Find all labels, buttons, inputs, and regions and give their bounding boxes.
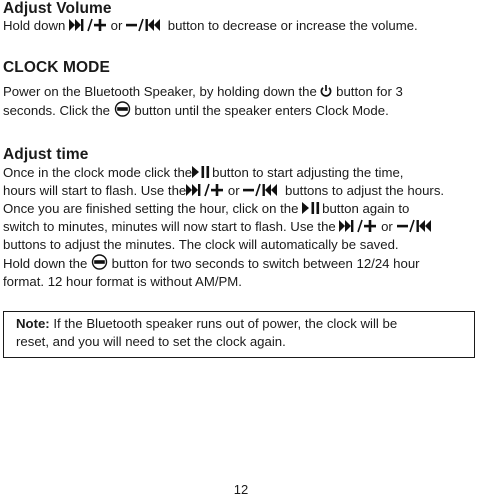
minus-previous-track-icon [126,18,164,32]
next-track-plus-icon [186,183,224,197]
adjust-volume-text [3,17,479,35]
text-fragment: button until the speaker enters Clock Mode. [134,103,389,118]
text-fragment: hours will start to flash. Use the [3,183,187,198]
mode-button-icon [91,254,108,270]
text-line: reset, and you will need to set the clock again. [16,334,286,349]
text-line: format. 12 hour format is without AM/PM. [3,274,242,289]
text-fragment: or [381,219,393,234]
adjust-volume-heading: Adjust Volume [3,0,112,17]
text-fragment: Once in the clock mode click the [3,165,193,180]
text-fragment: If the Bluetooth speaker runs out of power, the clock will be [53,316,398,331]
power-icon [320,84,332,98]
text-fragment: button to start adjusting the time, [212,165,404,180]
mode-button-icon [114,101,131,117]
clock-mode-text [3,83,479,120]
minus-previous-track-icon [397,219,435,233]
note-text [16,315,471,351]
play-pause-icon [192,165,212,179]
text-fragment: button for two seconds to switch between 12/24 hour [111,256,420,271]
adjust-time-text [3,164,479,291]
text-fragment: Power on the Bluetooth Speaker, by holding down the [3,84,317,99]
minus-previous-track-icon [243,183,281,197]
adjust-time-heading: Adjust time [3,146,89,163]
text-fragment: Once you are finished setting the hour, click on the [3,201,299,216]
text-fragment: button again to [322,201,410,216]
text-fragment: Hold down [3,18,66,33]
text-fragment: or [110,18,123,33]
text-fragment: Hold down the [3,256,88,271]
note-box [3,311,475,358]
text-fragment: button for 3 [336,84,403,99]
text-line: buttons to adjust the minutes. The clock will automatically be saved. [3,237,399,252]
play-pause-icon [302,201,322,215]
next-track-plus-icon [69,18,107,32]
text-fragment: switch to minutes, minutes will now start to flash. Use the [3,219,336,234]
text-fragment: button to decrease or increase the volume. [167,18,418,33]
text-fragment: seconds. Click the [3,103,111,118]
text-fragment: or [227,183,240,198]
page-number: 12 [233,482,249,497]
next-track-plus-icon [339,219,377,233]
note-label: Note: [16,316,50,331]
clock-mode-heading: CLOCK MODE [3,59,110,76]
text-fragment: buttons to adjust the hours. [284,183,445,198]
